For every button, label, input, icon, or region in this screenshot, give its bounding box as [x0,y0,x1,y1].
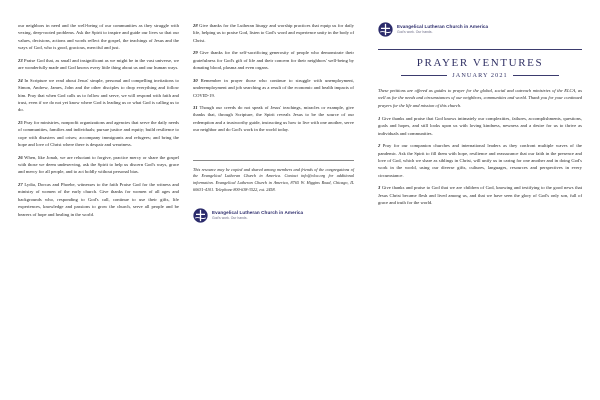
paragraph-lead: 24 [18,77,23,83]
paragraph-text: our neighbors in need and the well-being of our communities as they struggle with vexing, deep-rooted problems. Ask the Spirit to inspire and guide our lives so that our values, decisions, actions and words reflect the gospel, the teachings of Jesus and the ways of God, who is good, gracious, merciful and just. [18,23,179,51]
elca-org-name: Evangelical Lutheran Church in America [212,209,304,215]
column-three [368,22,582,382]
footer-divider [193,160,354,161]
paragraph-text: Pray for ministries, nonprofit organizations and agencies that serve the daily needs of communities, families and individuals; pursue justice and equity; build resilience to cope with disasters and crises; accompany immigrants and refugees; and bring the hope and love of Christ where there is despair and weariness. [18,119,180,148]
masthead-rule-left [401,75,447,76]
elca-cross-logo-icon [193,208,208,223]
paragraph-text: Give thanks for the Lutheran liturgy and worship practices that equip us for daily life, helping us to praise God, listen to God's word and experience unity in the body of Christ. [193,23,355,43]
masthead-date: JANUARY 2021 [452,72,508,79]
elca-logo-text [397,24,488,34]
paragraph-text: In Scripture we read about Jesus' simple, personal and compelling invitations to Simon, Andrew, James, John and the other disciples to drop everything and follow him. Pray that when God calls us to follow and serve, we will respond with faith and trust, even if we do not yet know where God is leading us or what God is calling us to do. [18,77,179,113]
elca-logo-lockup [193,208,354,223]
paragraph-text: Praise God that, as small and insignificant as we might be in the vast universe, we are wonderfully made and God knows every little thing about us and our human ways. [18,57,180,71]
paragraph-lead: 23 [18,57,23,63]
paragraph [18,22,179,52]
paragraph-lead: 3 [378,185,381,191]
intro-paragraph: These petitions are offered as guides to prayer for the global, social and outreach ministries of the ELCA, as well as for the needs and circumstances of our neighbors, communities and world. Thank you for your continued prayers for the life and mission of this church. [378,88,582,108]
paragraph-text: Give thanks for the self-sacrificing generosity of people who demonstrate their gratefulness for God's gift of life and their concern for their neighbors' well-being by donating blood, plasma and even organs. [193,50,354,71]
paragraph [18,181,179,218]
paragraph-text: Lydia, Dorcas and Phoebe, witnesses to the faith Praise God for the witness and ministry of women of the early church. Give thanks for women of all ages and backgrounds who, responding to God's call, continue to use their gifts, life experiences, knowledge and passions to grow the church, serve all people and be bearers of hope and healing in the world. [18,181,179,217]
paragraph-text: Remember in prayer those who continue to struggle with unemployment, underemployment and job searching as a result of the economic and health impacts of COVID-19. [193,77,354,98]
paragraph-text: Give thanks and praise to God that we are children of God, knowing and testifying to the good news that Jesus Christ became flesh and lived among us, and that we have seen the glory of God's only son, full of grace and truth for the world. [378,185,582,206]
column-one [18,22,193,382]
paragraph-text: When, like Jonah, we are reluctant to forgive, practice mercy or share the gospel with those we deem undeserving, ask the Spirit to help us discern God's ways, grace and mercy for all people, and to act boldly without personal bias. [18,154,179,175]
column-two [193,22,368,382]
paragraph-text: Pray for our companion churches and international leaders as they confront multiple waves of the pandemic. Ask the Spirit to fill them with hope, resilience and reassurance that our faith in the presence and love of God, which we share as siblings in Christ, will unify us in caring for one another and in doing God's work in the world, using our diverse gifts, cultures, languages, resources and perspectives in every circumstance. [378,143,582,178]
paragraph [193,22,354,44]
paragraph [193,77,354,99]
paragraph [378,115,582,137]
paragraph-lead: 27 [18,181,23,187]
paragraph [18,154,179,176]
elca-org-name: Evangelical Lutheran Church in America [397,24,489,30]
elca-logo-lockup-header [378,22,582,37]
paragraph [378,142,582,179]
paragraph [18,77,179,114]
paragraph-lead: 30 [193,77,198,83]
copy-permission-note: This resource may be copied and shared among members and friends of the congregations of the Evangelical Lutheran Church in America. Contact info@elca.org for additional information. Evangelical Lutheran Church in America, 8765 W. Higgins Road, Chicago, IL 60631-4101. Telephone 800-638-3522, ext. 2458. [193,166,354,192]
elca-logo-text [212,210,303,220]
masthead-subtitle-row [378,72,582,79]
paragraph [193,104,354,134]
elca-cross-logo-icon [378,22,393,37]
paragraph-lead: 29 [193,50,198,56]
masthead [378,49,582,79]
masthead-top-rule [378,49,582,50]
masthead-rule-right [513,75,559,76]
paragraph-text: Though our creeds do not speak of Jesus' teachings, miracles or example, give thanks that, through Scripture, the Spirit reveals Jesus to be the source of our redemption and a trustworthy guide, instructing us how to live with one another, serve our neighbor and do God's work in the world today. [193,104,354,133]
paragraph [18,119,179,149]
paragraph [193,49,354,71]
elca-tagline: God's work. Our hands. [397,30,433,35]
elca-tagline: God's work. Our hands. [212,215,248,220]
paragraph [378,184,582,206]
paragraph-lead: 25 [18,119,23,125]
page-title: PRAYER VENTURES [416,57,544,69]
paragraph-lead: 28 [193,23,198,28]
paragraph-lead: 1 [378,115,381,121]
paragraph-lead: 2 [378,143,381,149]
paragraph-text: Give thanks and praise that God knows intimately our complexities, failures, accomplishments, questions, goals and hopes, and still looks upon us with loving kindness, newness and a desire for us to thrive as individuals and communities. [378,115,582,136]
paragraph [18,57,179,72]
paragraph-lead: 31 [193,104,198,110]
paragraph-lead: 26 [18,154,23,160]
